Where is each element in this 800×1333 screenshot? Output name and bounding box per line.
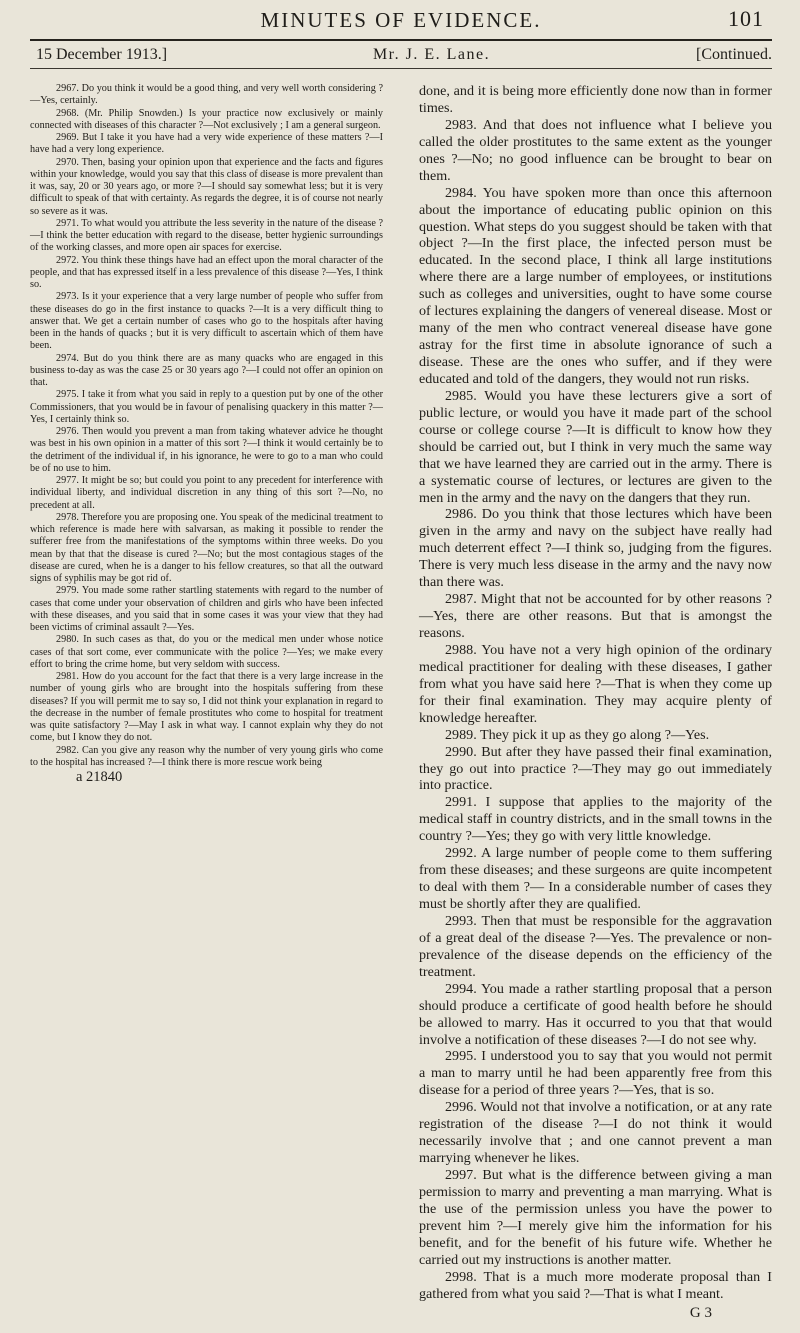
paragraph: 2972. You think these things have had an effect upon the moral character of the people, and that has expressed itself in a less prevalence of this disease ?—Yes, I think so. xyxy=(30,254,383,290)
paragraph: 2970. Then, basing your opinion upon that experience and the facts and figures within your knowledge, would you say that this class of disease is more prevalent than it was, say, 20 or 30 years ago, or more ?—I should say somewhat less; but it is very difficult to speak of that with certainty. As regards the degree, it is of course not nearly so severe as it was. xyxy=(30,156,383,217)
paragraph: done, and it is being more efficiently done now than in former times. xyxy=(419,83,772,116)
sitting-date: 15 December 1913.] xyxy=(36,46,168,63)
paragraph: 2985. Would you have these lecturers give a sort of public lecture, or would you have it made part of the school course or college course ?—It is difficult to know how they should be carried out, but I think in very much the same way that we have learned they are carried out in the army. There is a systematic course of lectures, or lectures are given to the men in the army and the navy on the dangers that they run. xyxy=(419,387,772,506)
paragraph: 2982. Can you give any reason why the number of very young girls who come to the hospital has increased ?—I think there is more rescue work being xyxy=(30,744,383,768)
paragraph: 2968. (Mr. Philip Snowden.) Is your practice now exclusively or mainly connected with diseases of this character ?—Not exclusively ; I am a general surgeon. xyxy=(30,107,383,131)
paragraph: 2979. You made some rather startling statements with regard to the number of cases that come under your observation of children and girls who have been infected with these diseases, and you said that in some cases it was your view that they had been victims of criminal assault ?—Yes. xyxy=(30,585,383,633)
sub-header-rule xyxy=(30,68,772,69)
page-title: MINUTES OF EVIDENCE. xyxy=(260,8,542,32)
paragraph: 2988. You have not a very high opinion of the ordinary medical practitioner for dealing with these diseases, I gather from what you have said here ?—That is when they come up for their final examination. They may acquire plenty of knowledge hereafter. xyxy=(419,641,772,726)
witness-name: Mr. J. E. Lane. xyxy=(372,46,491,63)
paragraph: 2983. And that does not influence what I believe you called the older prostitutes to the same extent as the younger ones ?—No; no good influence can be brought to bear on them. xyxy=(419,116,772,184)
paragraph: 2977. It might be so; but could you point to any precedent for interference with individual liberty, and individual discretion in any thing of this sort ?—No, no precedent at all. xyxy=(30,475,383,511)
paragraph: 2975. I take it from what you said in reply to a question put by one of the other Commissioners, that you would be in favour of penalising quackery in this matter ?—Yes, I certainly think so. xyxy=(30,389,383,425)
paragraph: 2974. But do you think there are as many quacks who are engaged in this business to-day as was the case 25 or 30 years ago ?—I could not offer an opinion on that. xyxy=(30,352,383,388)
paragraph: 2993. Then that must be responsible for the aggravation of a great deal of the disease ?—Yes. The prevalence or non-prevalence of the disease depends on the efficiency of the treatment. xyxy=(419,912,772,980)
paragraph: 2991. I suppose that applies to the majority of the medical staff in country districts, and in the small towns in the country ?—Yes; they go with very little knowledge. xyxy=(419,794,772,845)
signature-mark: a 21840 xyxy=(76,769,123,785)
sub-header xyxy=(30,41,772,68)
paragraph: 2996. Would not that involve a notification, or at any rate registration of the disease ?—I do not think it would necessarily involve that ; and one cannot prevent a man marrying whenever he likes. xyxy=(419,1099,772,1167)
paragraph: 2967. Do you think it would be a good thing, and very well worth considering ?—Yes, certainly. xyxy=(30,83,383,107)
paragraph: 2971. To what would you attribute the less severity in the nature of the disease ?—I think the better education with regard to the disease, better hygienic surroundings of the working classes, and more open air spaces for exercise. xyxy=(30,217,383,254)
paragraph: 2987. Might that not be accounted for by other reasons ?—Yes, there are other reasons. But that is amongst the reasons. xyxy=(419,591,772,641)
paragraph: 2992. A large number of people come to them suffering from these diseases; and these surgeons are quite incompetent to deal with them ?— In a considerable number of cases they must be shortly after they are qualified. xyxy=(419,845,772,912)
paragraph: 2989. They pick it up as they go along ?—Yes. xyxy=(445,726,710,743)
continued-label: [Continued. xyxy=(696,46,772,63)
paragraph: 2969. But I take it you have had a very wide experience of these matters ?—I have had a very long experience. xyxy=(30,132,383,156)
paragraph: 2973. Is it your experience that a very large number of people who suffer from these diseases do go in the first instance to quacks ?—It is a very difficult thing to answer that. We get a certain number of cases who go to the hospitals after having been in the hands of quacks ; but it is very difficult to ascertain which of them have been. xyxy=(30,291,383,352)
page-number: 101 xyxy=(728,6,764,31)
left-column xyxy=(30,83,383,1321)
paragraph: 2986. Do you think that those lectures which have been given in the army and navy on the subject have really had much deterrent effect ?—I think so, judging from the figures. There is very much less disease in the army and the navy now than there was. xyxy=(419,506,772,591)
paragraph: 2980. In such cases as that, do you or the medical men under whose notice cases of that sort come, ever communicate with the police ?—Yes; we make every effort to bring the crime home, but very seldom with success. xyxy=(30,634,383,670)
text-columns xyxy=(30,83,772,1321)
paragraph: 2976. Then would you prevent a man from taking whatever advice he thought was best in his own opinion in a matter of this sort ?—I think it would certainly be to the detriment of the individual if, in his ignorance, he were to go to a man who could be of no use to him. xyxy=(30,426,383,474)
paragraph: 2978. Therefore you are proposing one. You speak of the medicinal treatment to which reference is made here with salvarsan, as making it possible to render the sufferer free from the manifestations of the symptoms within three weeks. Do you mean by that that the disease is cured ?—No; but the most contagious stages of the disease are cured, when he is a danger to his fellow creatures, so that all the outward signs of syphilis may be got rid of. xyxy=(30,511,383,584)
paragraph: 2981. How do you account for the fact that there is a very large increase in the number of young girls who are brought into the hospitals suffering from these diseases? If you will permit me to say so, I did not think your explanation in regard to the decrease in the number of female prostitutes who come to hospital for treatment was quite satisfactory ?—May I ask in what way. I cannot explain why they do not come, but I know they do not. xyxy=(30,671,383,744)
paragraph: 2995. I understood you to say that you would not permit a man to marry until he had been apparently free from this disease for a period of three years ?—Yes, that is so. xyxy=(419,1048,772,1099)
paragraph: 2990. But after they have passed their final examination, they go out into practice ?—They may go out immediately into practice. xyxy=(419,743,772,794)
paragraph: 2998. That is a much more moderate proposal than I gathered from what you said ?—That is what I meant. xyxy=(419,1268,772,1302)
right-column xyxy=(419,83,772,1321)
paragraph: 2997. But what is the difference between giving a man permission to marry and preventing a man marrying. What is the use of the permission unless you have the power to prevent him ?—I merely give him the information for his benefit, and for the benefit of his future wife. Whether he carried out my instructions is another matter. xyxy=(419,1167,772,1268)
sheet-signature: G 3 xyxy=(689,1304,712,1321)
paragraph: 2984. You have spoken more than once this afternoon about the importance of educating public opinion on this question. What steps do you suggest should be taken with that object ?—In the first place, the infected person must be educated. In the second place, I think all large institutions where there are a large number of employees, or institutions such as colleges and universities, ought to have some course of lectures explaining the dangers of venereal disease. Most or many of the men who contract venereal disease have gone astray for the first time in absolute ignorance of such a disease. These are the ones who suffer, and if they were educated and told of the dangers, they would not run risks. xyxy=(419,184,772,387)
paragraph: 2994. You made a rather startling proposal that a person should produce a certificate of good health before he should be allowed to marry. Has it occurred to you that that would involve a notification of these diseases ?—I do not see why. xyxy=(419,980,772,1048)
